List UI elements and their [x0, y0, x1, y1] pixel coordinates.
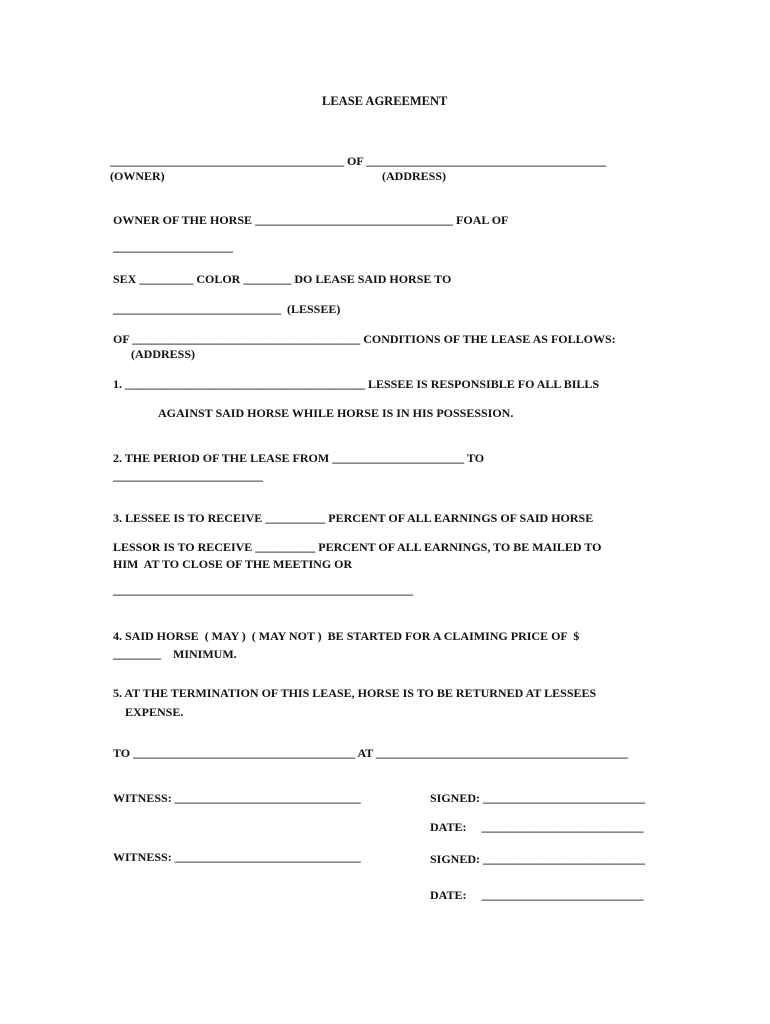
address-caption-2: (ADDRESS) — [131, 347, 196, 361]
clause-5-line-1: 5. AT THE TERMINATION OF THIS LEASE, HORSE IS TO BE RETURNED AT LESSEES — [113, 686, 597, 700]
sex-color-line: SEX _________ COLOR ________ DO LEASE SAID HORSE TO — [113, 272, 452, 286]
clause-3-line-4: __________________________________________________ — [113, 583, 413, 597]
clause-1-line-2: AGAINST SAID HORSE WHILE HORSE IS IN HIS POSSESSION. — [158, 406, 514, 420]
clause-3-line-2: LESSOR IS TO RECEIVE __________ PERCENT OF ALL EARNINGS, TO BE MAILED TO — [113, 540, 602, 554]
signed-2: SIGNED: ___________________________ — [430, 852, 646, 866]
owner-caption: (OWNER) — [110, 169, 165, 183]
clause-2-line-2: _________________________ — [113, 469, 263, 483]
foal-blank: ____________________ — [113, 240, 233, 254]
witness-2: WITNESS: _______________________________ — [113, 850, 361, 864]
owner-of-horse-line: OWNER OF THE HORSE _________________________________ FOAL OF — [113, 213, 509, 227]
date-2: DATE: ___________________________ — [430, 888, 644, 902]
clause-2-line-1: 2. THE PERIOD OF THE LEASE FROM ______________________ TO — [113, 451, 485, 465]
clause-3-line-1: 3. LESSEE IS TO RECEIVE __________ PERCENT OF ALL EARNINGS OF SAID HORSE — [113, 511, 594, 525]
clause-4-line-2: ________ MINIMUM. — [113, 647, 237, 661]
lessee-line: ____________________________ (LESSEE) — [113, 302, 341, 316]
date-1: DATE: ___________________________ — [430, 820, 644, 834]
to-at-line: TO _____________________________________ AT __________________________________________ — [113, 746, 629, 760]
clause-5-line-2: EXPENSE. — [125, 705, 184, 719]
witness-1: WITNESS: _______________________________ — [113, 791, 361, 805]
clause-1-line-1: 1. ________________________________________ LESSEE IS RESPONSIBLE FO ALL BILLS — [113, 377, 600, 391]
of-conditions-line: OF ______________________________________ CONDITIONS OF THE LEASE AS FOLLOWS: — [113, 332, 616, 346]
owner-address-line: _______________________________________ OF ________________________________________ — [110, 154, 607, 168]
clause-3-line-3: HIM AT TO CLOSE OF THE MEETING OR — [113, 557, 353, 571]
clause-4-line-1: 4. SAID HORSE ( MAY ) ( MAY NOT ) BE STARTED FOR A CLAIMING PRICE OF $ — [113, 629, 580, 643]
document-title: LEASE AGREEMENT — [322, 94, 448, 108]
signed-1: SIGNED: ___________________________ — [430, 791, 646, 805]
address-caption: (ADDRESS) — [382, 169, 447, 183]
